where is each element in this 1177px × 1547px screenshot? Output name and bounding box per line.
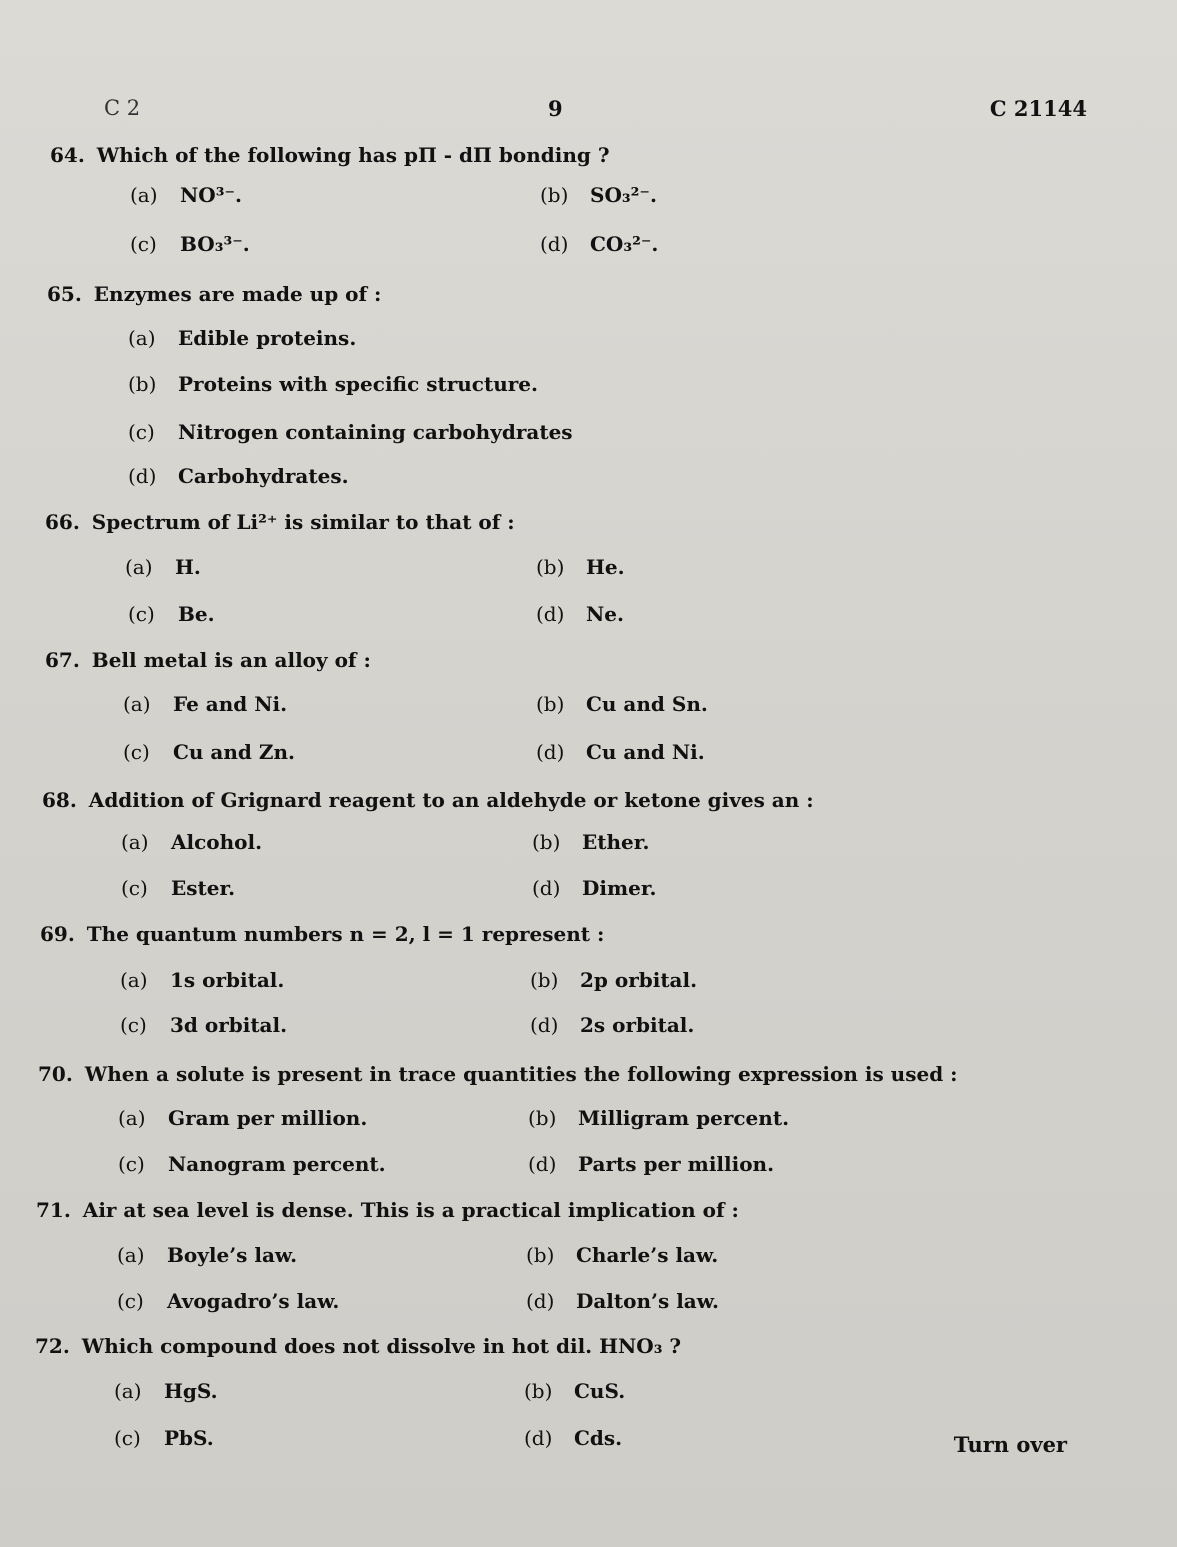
option-text: CuS. [574,1379,626,1403]
option-text: Cu and Zn. [173,740,295,764]
option-label: (d) [532,876,561,900]
option-label: (a) [130,183,158,207]
option-label: (d) [524,1426,553,1450]
option-label: (d) [530,1013,559,1037]
question-text: Spectrum of Li²⁺ is similar to that of : [91,510,515,534]
option-c [130,232,250,256]
option-label: (a) [117,1243,145,1267]
option-d [530,1013,694,1037]
question-number: 67. [45,648,80,672]
question-69 [40,922,604,946]
option-text: Cu and Sn. [586,692,708,716]
option-b [536,555,625,579]
option-b [528,1106,789,1130]
option-text: Nitrogen containing carbohydrates [178,420,573,444]
option-text: Dimer. [582,876,657,900]
option-c [118,1152,386,1176]
option-text: PbS. [164,1426,214,1450]
question-text: Air at sea level is dense. This is a practical implication of : [82,1198,739,1222]
option-text: Ester. [171,876,236,900]
option-c [128,602,215,626]
question-65 [47,282,381,306]
option-c [123,740,295,764]
option-label: (c) [117,1289,144,1313]
question-71 [36,1198,739,1222]
option-text: NO³⁻. [180,183,242,207]
option-text: Be. [178,602,215,626]
option-c [128,420,573,444]
option-text: 1s orbital. [170,968,285,992]
option-label: (d) [536,602,565,626]
question-text: Which of the following has pΠ - dΠ bonding ? [96,143,610,167]
option-label: (b) [526,1243,555,1267]
option-d [524,1426,622,1450]
option-b [524,1379,625,1403]
option-text: Ne. [586,602,624,626]
option-text: Dalton’s law. [576,1289,719,1313]
option-text: Avogadro’s law. [167,1289,340,1313]
option-text: Carbohydrates. [178,464,349,488]
option-text: 2s orbital. [580,1013,695,1037]
option-a [128,326,356,350]
option-d [536,740,705,764]
option-b [540,183,657,207]
question-number: 69. [40,922,75,946]
option-text: BO₃³⁻. [180,232,250,256]
question-number: 68. [42,788,77,812]
option-d [528,1152,774,1176]
option-text: Cu and Ni. [586,740,705,764]
option-text: Edible proteins. [178,326,357,350]
option-label: (c) [123,740,150,764]
option-text: Boyle’s law. [167,1243,298,1267]
option-text: Alcohol. [171,830,263,854]
option-a [118,1106,367,1130]
option-text: Parts per million. [578,1152,775,1176]
question-text: When a solute is present in trace quantities the following expression is used : [84,1062,958,1086]
question-64 [50,143,610,167]
option-label: (b) [528,1106,557,1130]
option-label: (b) [536,692,565,716]
option-a [123,692,287,716]
option-b [530,968,697,992]
option-a [117,1243,297,1267]
option-text: Proteins with specific structure. [178,372,538,396]
option-label: (a) [123,692,151,716]
option-text: Fe and Ni. [173,692,288,716]
question-text: Which compound does not dissolve in hot dil. HNO₃ ? [81,1334,682,1358]
option-label: (b) [536,555,565,579]
option-label: (a) [128,326,156,350]
option-a [120,968,284,992]
option-b [128,372,538,396]
option-label: (c) [121,876,148,900]
question-number: 71. [36,1198,71,1222]
option-text: Cds. [574,1426,623,1450]
option-d [536,602,624,626]
option-a [125,555,201,579]
question-number: 70. [38,1062,73,1086]
question-text: The quantum numbers n = 2, l = 1 represent : [86,922,605,946]
option-b [526,1243,718,1267]
option-text: SO₃²⁻. [590,183,657,207]
option-label: (c) [130,232,157,256]
option-d [540,232,658,256]
option-label: (b) [524,1379,553,1403]
option-text: HgS. [164,1379,218,1403]
option-c [120,1013,287,1037]
option-label: (a) [120,968,148,992]
question-66 [45,510,515,534]
option-label: (b) [532,830,561,854]
option-label: (a) [125,555,153,579]
question-number: 64. [50,143,85,167]
option-label: (b) [530,968,559,992]
option-text: Ether. [582,830,650,854]
option-label: (d) [540,232,569,256]
question-number: 72. [35,1334,70,1358]
page-number: 9 [548,96,563,121]
option-a [114,1379,218,1403]
option-c [121,876,235,900]
option-c [117,1289,339,1313]
option-label: (d) [128,464,157,488]
option-c [114,1426,214,1450]
question-number: 66. [45,510,80,534]
option-text: H. [175,555,201,579]
paper-code: C 21144 [989,96,1087,121]
option-text: He. [586,555,625,579]
question-text: Addition of Grignard reagent to an aldehyde or ketone gives an : [88,788,814,812]
option-label: (d) [526,1289,555,1313]
option-text: 3d orbital. [170,1013,288,1037]
option-label: (d) [536,740,565,764]
question-70 [38,1062,958,1086]
question-72 [35,1334,681,1358]
option-label: (a) [118,1106,146,1130]
question-67 [45,648,371,672]
option-text: Milligram percent. [578,1106,790,1130]
option-text: Nanogram percent. [168,1152,386,1176]
option-label: (a) [121,830,149,854]
option-text: 2p orbital. [580,968,698,992]
turn-over-label: Turn over [953,1432,1067,1457]
option-b [536,692,708,716]
option-label: (b) [540,183,569,207]
option-a [130,183,242,207]
question-text: Enzymes are made up of : [93,282,382,306]
option-label: (c) [120,1013,147,1037]
option-label: (c) [118,1152,145,1176]
question-text: Bell metal is an alloy of : [91,648,371,672]
question-68 [42,788,814,812]
option-label: (c) [128,602,155,626]
option-label: (d) [528,1152,557,1176]
option-b [532,830,649,854]
question-number: 65. [47,282,82,306]
option-d [526,1289,719,1313]
option-text: Charle’s law. [576,1243,719,1267]
option-label: (b) [128,372,157,396]
header-left-code: C 2 [104,96,141,120]
option-label: (c) [114,1426,141,1450]
option-text: CO₃²⁻. [590,232,659,256]
option-label: (c) [128,420,155,444]
option-a [121,830,262,854]
option-d [128,464,349,488]
option-label: (a) [114,1379,142,1403]
option-text: Gram per million. [168,1106,368,1130]
option-d [532,876,657,900]
